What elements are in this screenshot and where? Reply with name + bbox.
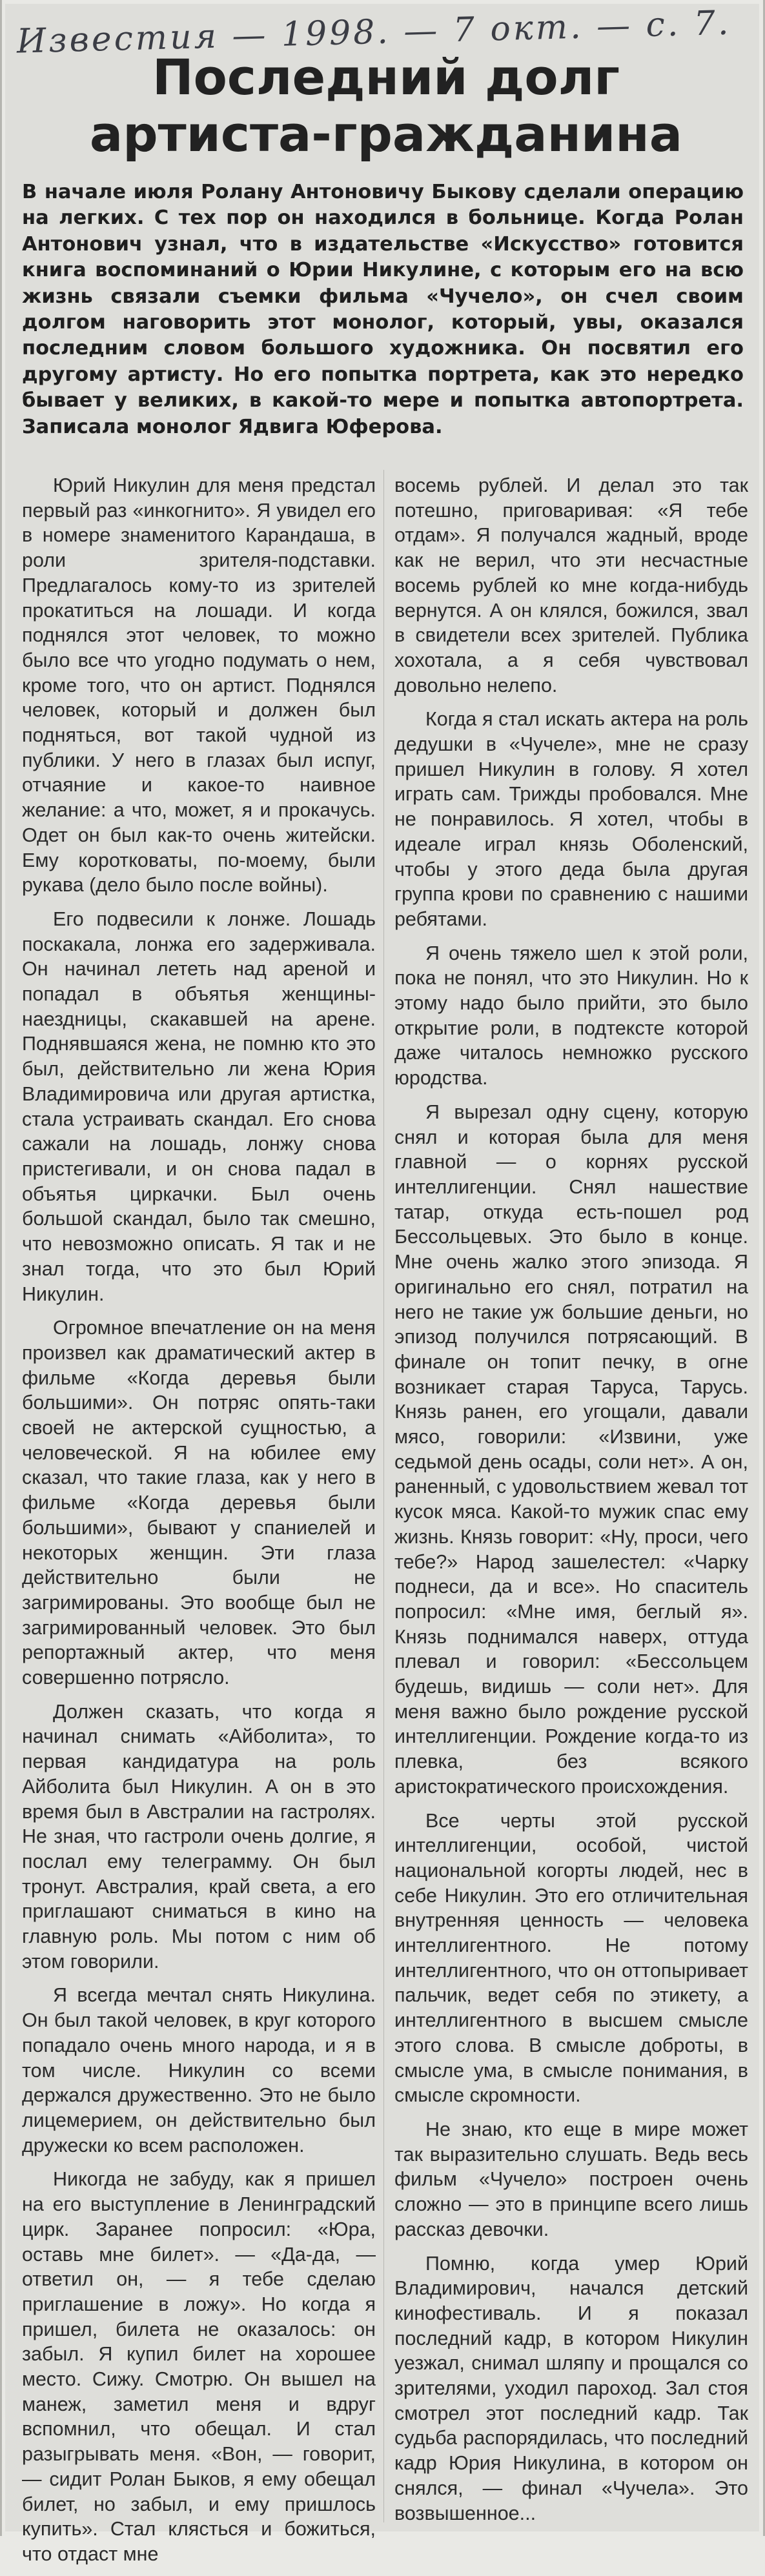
article-paragraph: Я всегда мечтал снять Никулина. Он был такой человек, в круг которого попадало очень много народа, и я в том числе. Никулин со всеми держался дружественно. Это не было лицемерием, он действительно был дружески ко всем расположен.: [22, 1984, 376, 2156]
left-column: [22, 473, 376, 2576]
headline: Последний долг артиста-гражданина: [89, 48, 683, 163]
column-divider: [383, 470, 384, 2522]
lead-paragraph: В начале июля Ролану Антоновичу Быкову сделали операцию на легких. С тех пор он находился в больнице. Когда Ролан Антонович узнал, что в издательстве «Искусство» готовится книга воспоминаний о Юрии Никулине, с которым его на всю жизнь связали съемки фильма «Чучело», он счел своим долгом наговорить этот монолог, который, увы, оказался последним словом большого художника. Он посвятил его другому артисту. Но его попытка портрета, как это нередко бывает у великих, в какой-то мере и попытка автопортрета. Записала монолог Ядвига Юферова.: [22, 181, 744, 438]
handwritten-annotation: Известия — 1998. — 7 окт. — с. 7.: [16, 3, 732, 61]
article-paragraph: Я вырезал одну сцену, которую снял и которая была для меня главной — о корнях русской интеллигенции. Снял нашествие татар, откуда есть-пошел род Бессольцевых. Это было в конце. Мне очень жалко этого эпизода. Я оригинально его снял, потратил на него не такие уж большие деньги, но эпизод получился потрясающий. В финале он топит печку, в огне возникает старая Таруса, Тарусь. Князь ранен, его угощали, давали мясо, говорили: «Извини, уже седьмой день осады, соли нет». А он, раненный, с удовольствием жевал тот кусок мяса. Какой-то мужик спас ему жизнь. Князь говорит: «Ну, проси, чего тебе?» Народ зашелестел: «Чарку поднеси, да и все». Но спаситель попросил: «Мне имя, беглый я». Князь поднимался наверх, оттуда плевал и говорил: «Бессольцем будешь, видишь — соли нет». Для меня важно было рождение русской интеллигенции. Рождение когда-то из плевка, без всякого аристократического происхождения.: [394, 1100, 748, 1798]
article-paragraph: Юрий Никулин для меня предстал первый раз «инкогнито». Я увидел его в номере знаменитого Карандаша, в роли зрителя-подставки. Предлагалось кому-то из зрителей прокатиться на лошади. И когда поднялся этот человек, то можно было все что угодно подумать о нем, кроме того, что он артист. Поднялся человек, который и должен был подняться, вот такой чудной из публики. У него в глазах был испуг, отчаяние и какое-то наивное желание: а что, может, я и прокачусь. Одет он был как-то очень житейски. Ему коротковаты, по-моему, были рукава (дело было после войны).: [22, 474, 376, 897]
newspaper-clipping: [5, 3, 759, 2565]
article-paragraph: Огромное впечатление он на меня произвел как драматический актер в фильме «Когда деревья были большими». Он потряс опять-таки своей не актерской сущностью, а человеческой. Я на юбилее ему сказал, что такие глаза, как у него в фильме «Когда деревья были большими», бывают у спаниелей и некоторых женщин. Эти глаза действительно были не загримированы. Это вообще был не загримированный человек. Это был репортажный актер, что меня совершенно потрясло.: [22, 1317, 376, 1689]
article-paragraph: Помню, когда умер Юрий Владимирович, начался детский кинофестиваль. И я показал последний кадр, в котором Никулин уезжал, снимал шляпу и прощался со зрителями, уходил пароход. Зал стоя смотрел этот последний кадр. Так судьба распорядилась, что последний кадр Юрия Никулина, в котором он снялся, — финал «Чучела». Это возвышенное...: [394, 2252, 748, 2524]
article-paragraph: восемь рублей. И делал это так потешно, приговаривая: «Я тебе отдам». Я получался жадный, вроде как не верил, что эти несчастные восемь рублей ко мне когда-нибудь вернутся. А он клялся, божился, звал в свидетели всех зрителей. Публика хохотала, а я себя чувствовал довольно нелепо.: [394, 474, 748, 696]
article-paragraph: Я очень тяжело шел к этой роли, пока не понял, что это Никулин. Но к этому надо было прийти, это было открытие роли, в подтексте которой даже читалось немножко русского юродства.: [394, 942, 748, 1090]
right-column: [394, 473, 748, 2535]
scan-edge-left: [0, 0, 2, 2536]
article-paragraph: Никогда не забуду, как я пришел на его выступление в Ленинградский цирк. Заранее попросил: «Юра, оставь мне билет». — «Да-да, — ответил он, — я тебе сделаю приглашение в ложу». Но когда я пришел, билета не оказалось: он забыл. Я купил билет на хорошее место. Сижу. Смотрю. Он вышел на манеж, заметил меня и вдруг вспомнил, что обещал. И стал разыгрывать меня. «Вон, — говорит, — сидит Ролан Быков, я ему обещал билет, но забыл, и ему пришлось купить». Стал клясться и божиться, что отдаст мне: [22, 2168, 376, 2565]
article-paragraph: Его подвесили к лонже. Лошадь поскакала, лонжа его задерживала. Он начинал лететь над ареной и попадал в объятья женщины-наездницы, скакавшей на арене. Поднявшаяся жена, не помню кто это был, действительно ли жена Юрия Владимировича или другая артистка, стала устраивать скандал. Его снова сажали на лошадь, лонжу снова пристегивали, и он снова падал в объятья циркачки. Был очень большой скандал, было так смешно, что невозможно описать. Я так и не знал тогда, что это был Юрий Никулин.: [22, 908, 376, 1305]
article-paragraph: Все черты этой русской интеллигенции, особой, чистой национальной когорты людей, нес в себе Никулин. Это его отличительная внутренняя ценность — человека интеллигентного. Не потому интеллигентного, что он оттопыривает пальчик, ведет себя по этикету, а интеллигентного в высшем смысле этого слова. В смысле доброты, в смысле ума, в смысле понимания, в смысле скромности.: [394, 1809, 748, 2107]
article-paragraph: Не знаю, кто еще в мире может так выразительно слушать. Ведь весь фильм «Чучело» построен очень сложно — это в принципе всего лишь рассказ девочки.: [394, 2118, 748, 2240]
article-paragraph: Должен сказать, что когда я начинал снимать «Айболита», то первая кандидатура на роль Айболита был Никулин. А он в это время был в Австралии на гастролях. Не зная, что гастроли очень долгие, я послал ему телеграмму. Он был тронут. Австралия, край света, а его приглашают сниматься в кино на главную роль. Мы потом с ним об этом говорили.: [22, 1700, 376, 1973]
article-paragraph: Когда я стал искать актера на роль дедушки в «Чучеле», мне не сразу пришел Никулин в голову. Я хотел играть сам. Трижды пробовался. Мне не понравилось. Я хотел, чтобы в идеале играл князь Оболенский, чтобы у этого деда была другая группа крови по сравнению с нашими ребятами.: [394, 708, 748, 930]
